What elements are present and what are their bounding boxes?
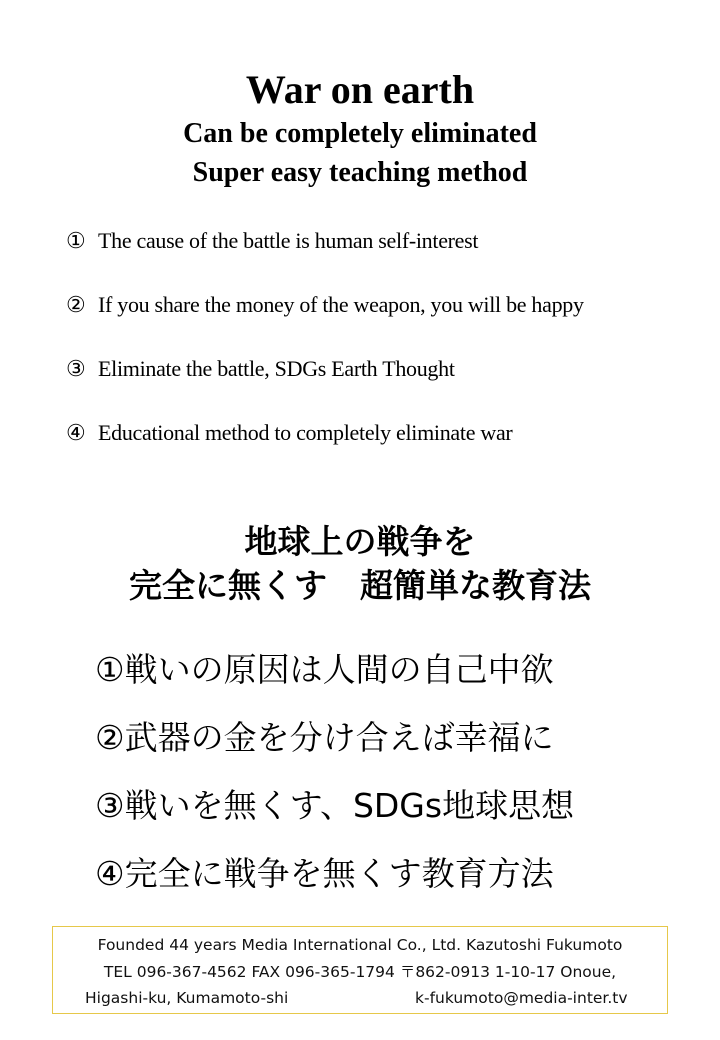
japanese-list-item: ④完全に戦争を無くす教育方法 — [95, 854, 554, 893]
footer-address-city: Higashi-ku, Kumamoto-shi — [85, 989, 289, 1007]
english-list-item — [66, 418, 512, 448]
english-list-item — [66, 226, 478, 256]
japanese-list-item: ①戦いの原因は人間の自己中欲 — [95, 650, 554, 689]
japanese-title-line2: 完全に無くす 超簡単な教育法 — [129, 566, 591, 605]
japanese-list-item: ③戦いを無くす、SDGs地球思想 — [95, 786, 575, 825]
english-list-item — [66, 354, 455, 384]
item-number: ③ — [66, 356, 86, 381]
page-title: War on earth — [245, 67, 475, 112]
item-text: Educational method to completely eliminate war — [98, 420, 513, 445]
item-text: The cause of the battle is human self-interest — [98, 228, 479, 253]
japanese-list-item: ②武器の金を分け合えば幸福に — [95, 718, 554, 757]
item-number: ④ — [66, 420, 86, 445]
item-text: Eliminate the battle, SDGs Earth Thought — [98, 356, 455, 381]
item-number: ① — [66, 228, 86, 253]
contact-footer-box — [52, 926, 668, 1014]
japanese-title-line1: 地球上の戦争を — [244, 522, 476, 561]
page-subtitle-line1: Can be completely eliminated — [183, 118, 537, 149]
footer-email: k-fukumoto@media-inter.tv — [415, 989, 628, 1007]
page-subtitle-line2: Super easy teaching method — [192, 157, 528, 188]
item-number: ② — [66, 292, 86, 317]
item-text: If you share the money of the weapon, you will be happy — [98, 292, 584, 317]
footer-phone-address-line: TEL 096-367-4562 FAX 096-365-1794 〒862-0913 1-10-17 Onoue, — [103, 963, 617, 981]
footer-company-line: Founded 44 years Media International Co., Ltd. Kazutoshi Fukumoto — [97, 936, 623, 954]
english-list-item — [66, 290, 584, 320]
